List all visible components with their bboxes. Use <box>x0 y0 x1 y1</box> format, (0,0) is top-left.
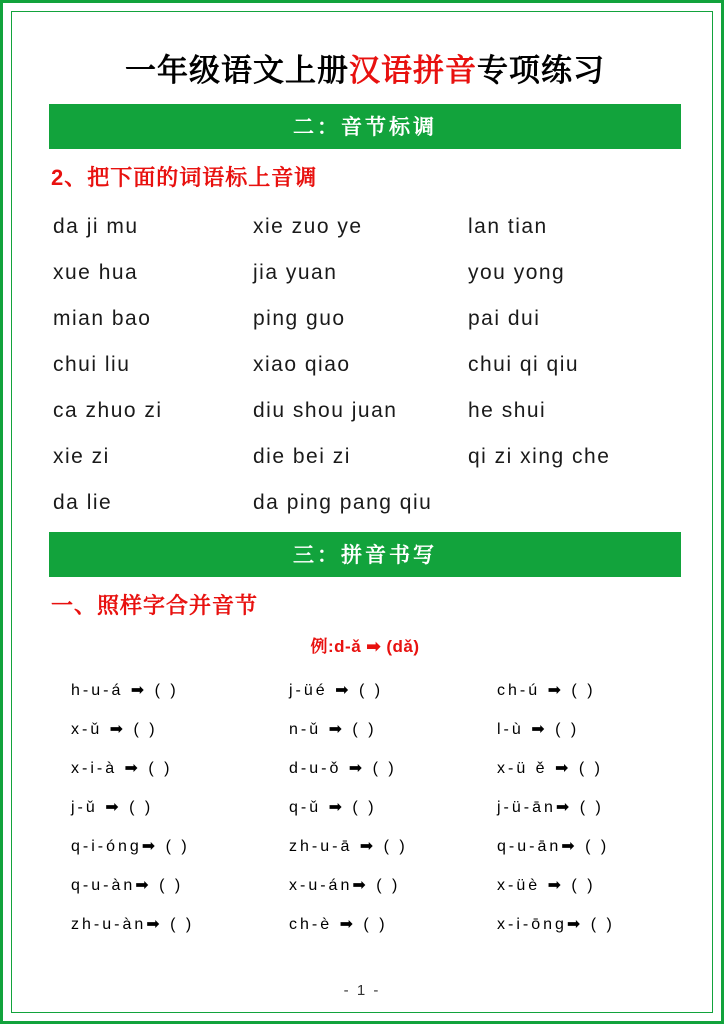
word-cell: xue hua <box>53 261 139 284</box>
combine-item: x-üè ➡ ( ) <box>497 877 596 894</box>
combine-item: ch-è ➡ ( ) <box>289 916 388 933</box>
combine-row <box>71 710 681 749</box>
word-cell: xie zuo ye <box>253 215 363 238</box>
word-cell: xie zi <box>53 445 110 468</box>
combine-item: h-u-á ➡ ( ) <box>71 682 179 699</box>
pinyin-word-list <box>53 204 681 526</box>
combine-item: x-u-án➡ ( ) <box>289 877 401 894</box>
word-row <box>53 250 681 296</box>
page-number: - 1 - <box>343 982 381 999</box>
page-title <box>49 45 681 90</box>
combine-item: x-i-ōng➡ ( ) <box>497 916 615 933</box>
word-row <box>53 388 681 434</box>
combine-item: n-ǔ ➡ ( ) <box>289 721 377 738</box>
combine-row <box>71 905 681 944</box>
combine-item: q-u-ān➡ ( ) <box>497 838 610 855</box>
section-three-bar: 三：拼音书写 <box>49 532 681 577</box>
word-cell: ca zhuo zi <box>53 399 163 422</box>
combine-item: l-ù ➡ ( ) <box>497 721 580 738</box>
word-cell: ping guo <box>253 307 346 330</box>
word-cell: qi zi xing che <box>468 445 611 468</box>
word-cell: mian bao <box>53 307 152 330</box>
combine-item: ch-ú ➡ ( ) <box>497 682 596 699</box>
combine-item: zh-u-àn➡ ( ) <box>71 916 195 933</box>
combine-item: x-ü ě ➡ ( ) <box>497 760 603 777</box>
section-two-bar: 二：音节标调 <box>49 104 681 149</box>
word-cell: diu shou juan <box>253 399 398 422</box>
title-prefix: 一年级语文上册 <box>125 53 349 88</box>
combine-item: d-u-ǒ ➡ ( ) <box>289 760 397 777</box>
title-highlight: 汉语拼音 <box>349 53 477 88</box>
example-line: 例:d-ǎ ➡ (dǎ) <box>310 637 420 656</box>
word-cell: jia yuan <box>253 261 338 284</box>
word-cell: chui liu <box>53 353 131 376</box>
combine-item: q-ǔ ➡ ( ) <box>289 799 377 816</box>
word-cell: xiao qiao <box>253 353 351 376</box>
combine-item: q-i-óng➡ ( ) <box>71 838 190 855</box>
combine-row <box>71 827 681 866</box>
word-row <box>53 434 681 480</box>
word-cell: da ji mu <box>53 215 139 238</box>
combine-item: j-ǔ ➡ ( ) <box>71 799 154 816</box>
word-row <box>53 296 681 342</box>
section-three-question: 一、照样字合并音节 <box>51 593 259 618</box>
word-cell: lan tian <box>468 215 548 238</box>
combine-row <box>71 788 681 827</box>
word-cell: pai dui <box>468 307 541 330</box>
word-row <box>53 204 681 250</box>
combine-row <box>71 671 681 710</box>
word-cell: chui qi qiu <box>468 353 580 376</box>
word-cell: die bei zi <box>253 445 351 468</box>
combine-row <box>71 749 681 788</box>
combine-row <box>71 866 681 905</box>
combine-item: j-üé ➡ ( ) <box>289 682 384 699</box>
page-content <box>3 3 724 1027</box>
combine-exercise-list <box>71 671 681 944</box>
word-cell: he shui <box>468 399 547 422</box>
word-cell: you yong <box>468 261 566 284</box>
word-cell: da ping pang qiu <box>253 491 433 514</box>
word-cell: da lie <box>53 491 113 514</box>
word-row <box>53 342 681 388</box>
title-suffix: 专项练习 <box>477 53 605 88</box>
combine-item: j-ü-ān➡ ( ) <box>497 799 604 816</box>
combine-item: q-u-àn➡ ( ) <box>71 877 184 894</box>
combine-item: zh-u-ā ➡ ( ) <box>289 838 408 855</box>
word-row <box>53 480 681 526</box>
combine-item: x-i-à ➡ ( ) <box>71 760 173 777</box>
section-two-question: 2、把下面的词语标上音调 <box>51 165 318 190</box>
combine-item: x-ǔ ➡ ( ) <box>71 721 158 738</box>
